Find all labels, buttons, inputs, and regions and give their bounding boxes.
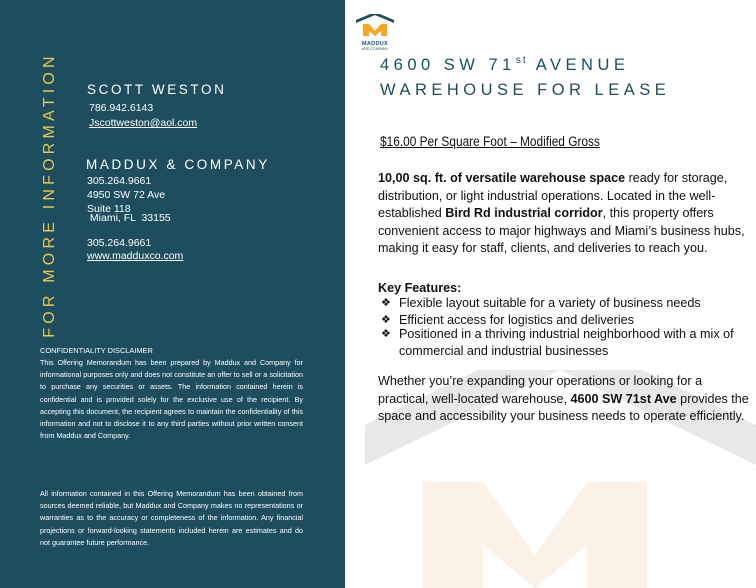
- closing-paragraph: [378, 373, 753, 426]
- title-suffix: st: [515, 55, 528, 66]
- feature-text: Positioned in a thriving industrial neighborhood with a mix of commercial and industrial businesses: [399, 327, 734, 359]
- features-heading: Key Features:: [378, 281, 462, 295]
- title-line-2: WAREHOUSE FOR LEASE: [380, 81, 671, 99]
- company-phone: 305.264.9661: [87, 175, 152, 187]
- agent-email-link[interactable]: Jscottweston@aol.com: [89, 117, 198, 129]
- for-more-information-label: [30, 52, 70, 338]
- logo-mark-icon: [355, 14, 395, 36]
- logo-name: MADDUX: [362, 41, 388, 47]
- title-street: AVENUE: [527, 56, 630, 74]
- contact-sidebar: [0, 0, 345, 588]
- company-address-line2: Suite 118: [87, 203, 131, 215]
- vertical-label-text: FOR MORE INFORMATION: [41, 52, 58, 338]
- maddux-logo: [355, 14, 395, 51]
- closing-text-2: provides the space and accessibility your business needs to operate efficiently.: [378, 391, 749, 424]
- company-phone-2: 305.264.9661: [87, 237, 152, 249]
- price-line: $16.00 Per Square Foot – Modified Gross: [380, 134, 600, 149]
- feature-text: Flexible layout suitable for a variety of business needs: [399, 296, 701, 310]
- diamond-bullet-icon: ❖: [381, 297, 391, 309]
- company-address-line3: Miami, FL 33155: [87, 212, 171, 224]
- listing-title: [380, 48, 670, 103]
- closing-bold: 4600 SW 71st Ave: [570, 391, 677, 406]
- disclaimer-paragraph-2: All information contained in this Offering Memorandum has been obtained from sources deemed reliable, but Maddux and Company makes no representations or warranties as to the accuracy or completeness of the information. Any financial projections or forward-looking statements included herein are estimates and do not guarantee future performance.: [40, 489, 303, 547]
- title-number: 4600 SW 71: [380, 56, 516, 74]
- intro-paragraph: [378, 170, 753, 258]
- agent-phone: 786.942.6143: [89, 102, 154, 114]
- company-website-link[interactable]: www.madduxco.com: [87, 250, 184, 262]
- company-name: MADDUX & COMPANY: [86, 157, 270, 172]
- intro-bold-2: Bird Rd industrial corridor: [445, 206, 603, 221]
- intro-bold-1: 10,00 sq. ft. of versatile warehouse space: [378, 171, 626, 185]
- diamond-bullet-icon: ❖: [381, 314, 391, 326]
- feature-item: [381, 326, 753, 360]
- logo-subtitle: AND COMPANY: [361, 47, 389, 51]
- closing-text-1: Whether you’re expanding your operations or looking for a practical, well-located warehouse,: [378, 374, 703, 406]
- intro-text-2: , this property offers convenient access to major highways and Miami’s business hubs, making it easy for staff, clients, and deliveries to reach you.: [378, 206, 745, 256]
- diamond-bullet-icon: ❖: [381, 328, 391, 340]
- listing-panel: [345, 0, 756, 588]
- agent-name: SCOTT WESTON: [87, 82, 227, 97]
- company-address-line1: 4950 SW 72 Ave: [87, 189, 166, 201]
- intro-text-1: ready for storage, distribution, or light industrial operations. Located in the well-established: [378, 171, 728, 221]
- disclaimer-heading: CONFIDENTIALITY DISCLAIMER: [40, 346, 153, 355]
- feature-text: Efficient access for logistics and deliveries: [399, 313, 634, 327]
- disclaimer-paragraph-1: This Offering Memorandum has been prepared by Maddux and Company for informational purposes only and does not constitute an offer to sell or a solicitation to purchase any securities or assets. The information contained herein is confidential and is provided solely for the exclusive use of the recipient. By accepting this document, the recipient agrees to maintain the confidentiality of this information and not to disclose it to any third parties without prior written consent from Maddux and Company.: [40, 358, 303, 441]
- feature-item: [381, 295, 753, 312]
- watermark-m: [423, 482, 647, 588]
